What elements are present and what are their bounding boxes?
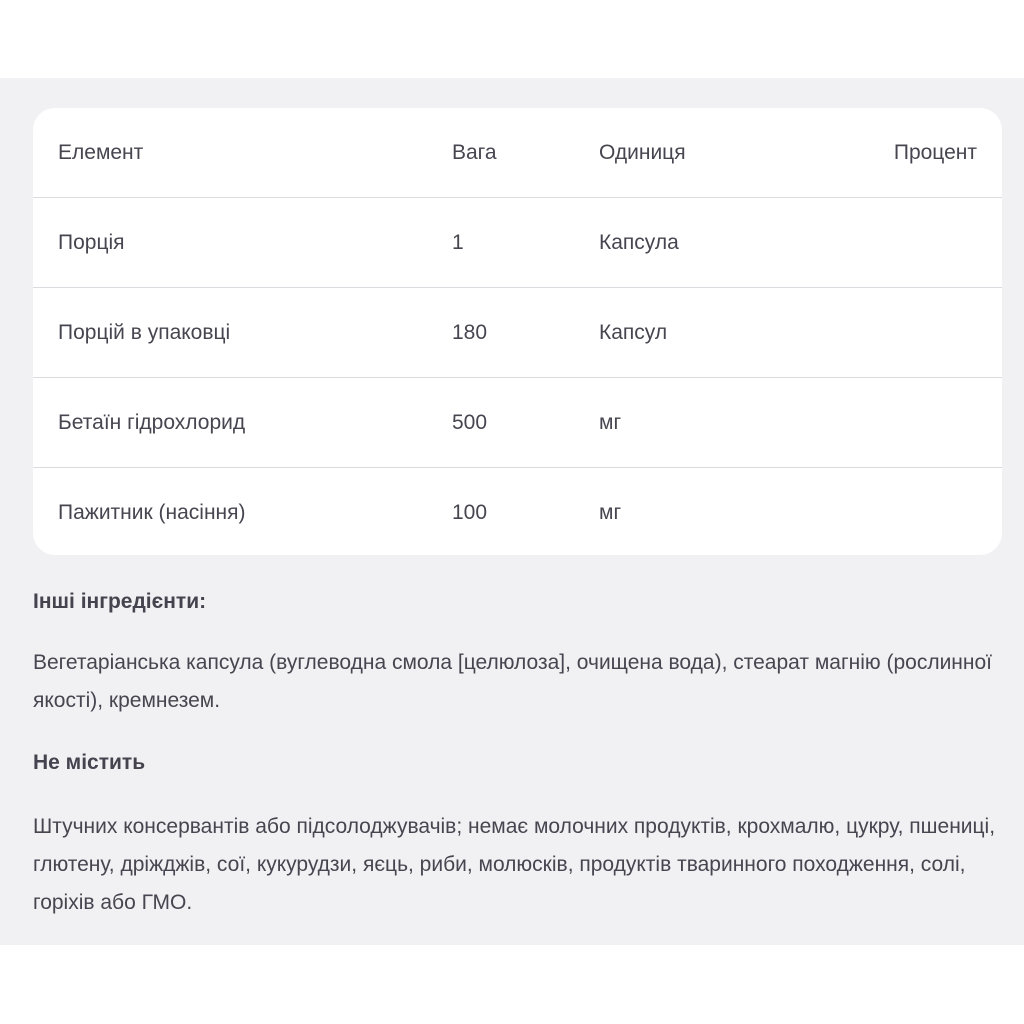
column-header-weight: Вага [452,141,497,164]
table-row [33,378,1002,468]
table-row [33,288,1002,378]
cell-element: Бетаїн гідрохлорид [58,411,246,434]
column-header-element: Елемент [58,141,144,164]
column-header-unit: Одиниця [599,141,686,164]
other-ingredients-heading: Інші інгредієнти: [33,590,207,613]
other-ingredients-text: Вегетаріанська капсула (вуглеводна смола [целюлоза], очищена вода), стеарат магнію (рослинної якості), кремнезем. [33,651,993,712]
cell-weight: 180 [452,321,488,344]
cell-unit: Капсула [599,231,679,254]
cell-weight: 100 [452,501,488,524]
free-from-heading: Не містить [33,751,146,774]
column-header-percent: Процент [893,141,977,164]
table-header-row [33,108,1002,198]
cell-unit: мг [599,411,622,434]
cell-element: Пажитник (насіння) [58,501,246,524]
cell-weight: 1 [452,231,464,254]
table-row [33,468,1002,555]
product-composition-panel [0,78,1024,945]
cell-unit: мг [599,501,622,524]
cell-unit: Капсул [599,321,668,344]
free-from-text: Штучних консервантів або підсолоджувачів; немає молочних продуктів, крохмалю, цукру, пшениці, глютену, дріжджів, сої, кукурудзи, яєць, риби, молюсків, продуктів тваринного походження, солі, горіхів або ГМО. [33,815,996,914]
cell-weight: 500 [452,411,488,434]
nutrition-table [33,108,1002,555]
table-row [33,198,1002,288]
cell-element: Порція [58,231,125,254]
cell-element: Порцій в упаковці [58,321,231,344]
